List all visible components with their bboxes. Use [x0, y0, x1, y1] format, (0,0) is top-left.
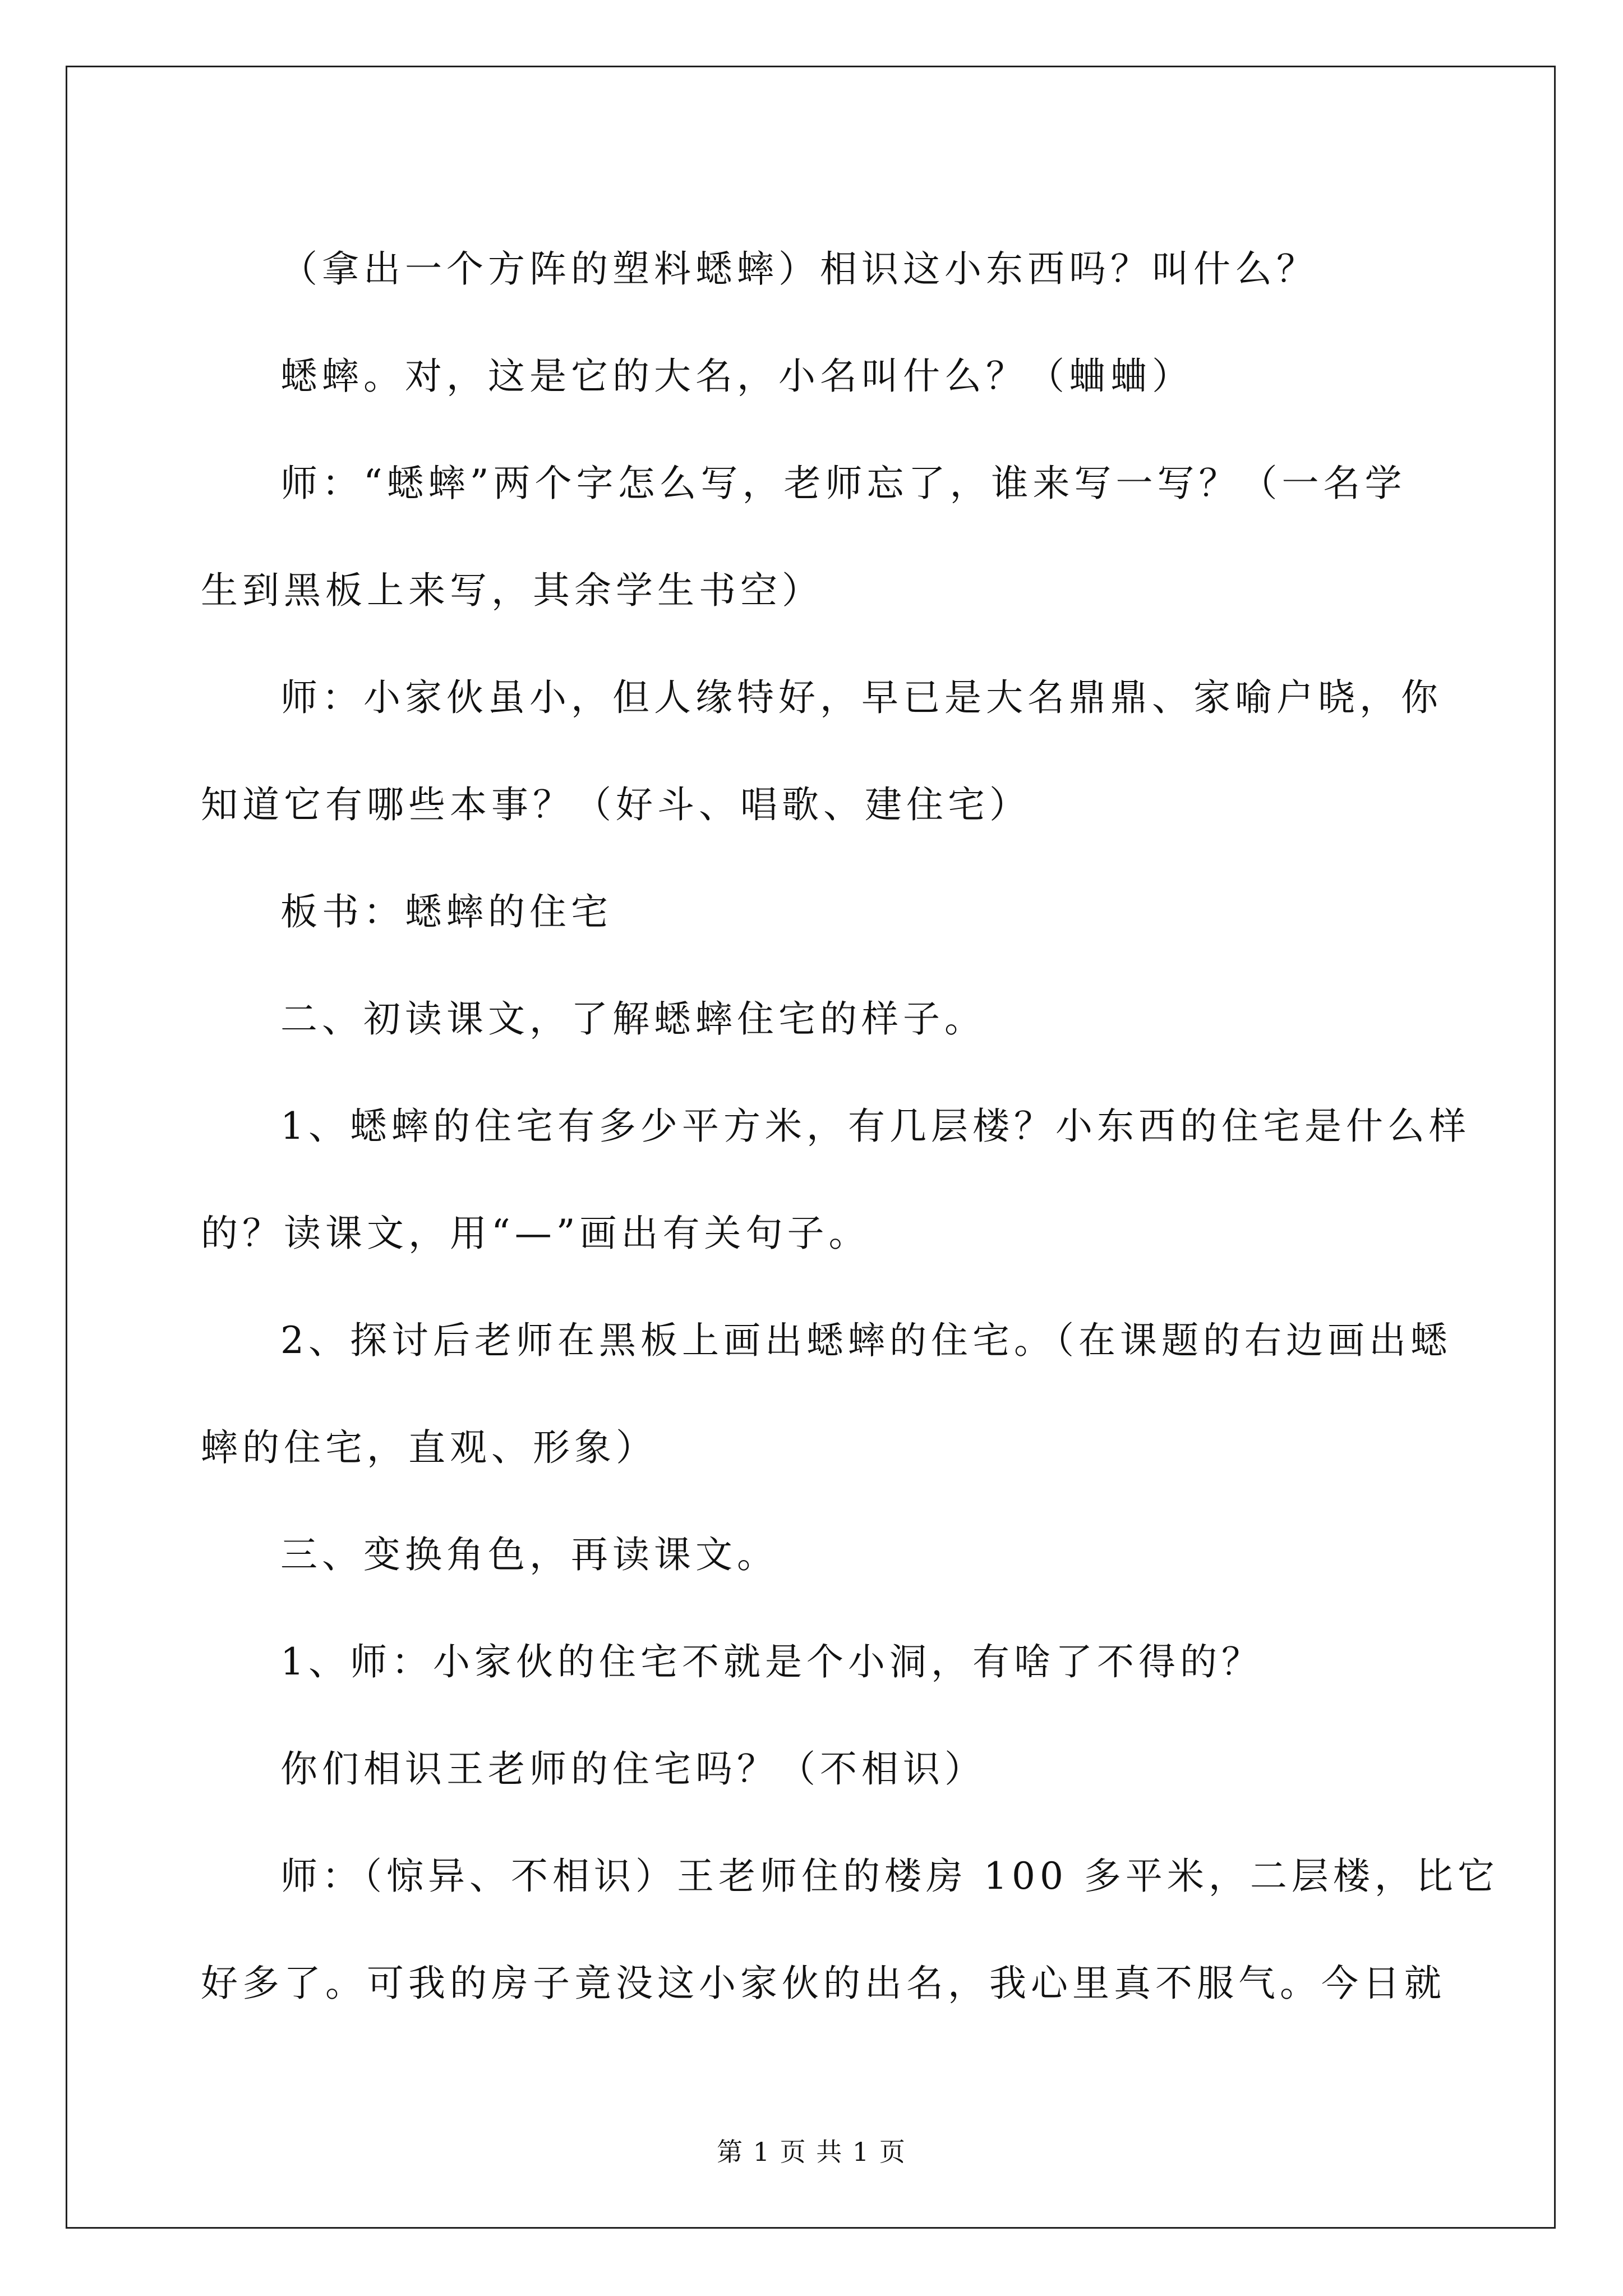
paragraph-1: （拿出一个方阵的塑料蟋蟀）相识这小东西吗？叫什么？ [280, 247, 1318, 291]
paragraph-5: 板书：蟋蟀的住宅 [280, 890, 612, 933]
paragraph-4-cont: 知道它有哪些本事？（好斗、唱歌、建住宅） [201, 783, 1031, 826]
page-number: 第 1 页 共 1 页 [717, 2137, 906, 2167]
paragraph-3: 师：“蟋蟀”两个字怎么写，老师忘了，谁来写一写？（一名学 [280, 462, 1407, 505]
paragraph-12: 师：（惊异、不相识）王老师住的楼房 100 多平米，二层楼，比它 [280, 1855, 1499, 1898]
paragraph-7: 1、蟋蟀的住宅有多少平方米，有几层楼？小东西的住宅是什么样 [280, 1105, 1470, 1148]
paragraph-12-cont: 好多了。可我的房子竟没这小家伙的出名，我心里真不服气。今日就 [201, 1962, 1446, 2005]
paragraph-11: 你们相识王老师的住宅吗？（不相识） [280, 1747, 986, 1791]
paragraph-3-cont: 生到黑板上来写，其余学生书空） [201, 569, 823, 612]
paragraph-8-cont: 蟀的住宅，直观、形象） [201, 1426, 657, 1469]
paragraph-6: 二、初读课文，了解蟋蟀住宅的样子。 [280, 997, 986, 1041]
paragraph-2: 蟋蟀。对，这是它的大名，小名叫什么？（蛐蛐） [280, 355, 1193, 398]
paragraph-7-cont: 的？读课文，用“—”画出有关句子。 [201, 1212, 870, 1255]
paragraph-9: 三、变换角色，再读课文。 [280, 1533, 778, 1576]
paragraph-10: 1、师：小家伙的住宅不就是个小洞，有啥了不得的？ [280, 1640, 1263, 1683]
paragraph-8: 2、探讨后老师在黑板上画出蟋蟀的住宅。（在课题的右边画出蟋 [280, 1319, 1452, 1362]
page-footer [0, 2132, 1623, 2169]
paragraph-4: 师：小家伙虽小，但人缘特好，早已是大名鼎鼎、家喻户晓，你 [280, 676, 1442, 719]
document-body [201, 215, 1499, 2037]
